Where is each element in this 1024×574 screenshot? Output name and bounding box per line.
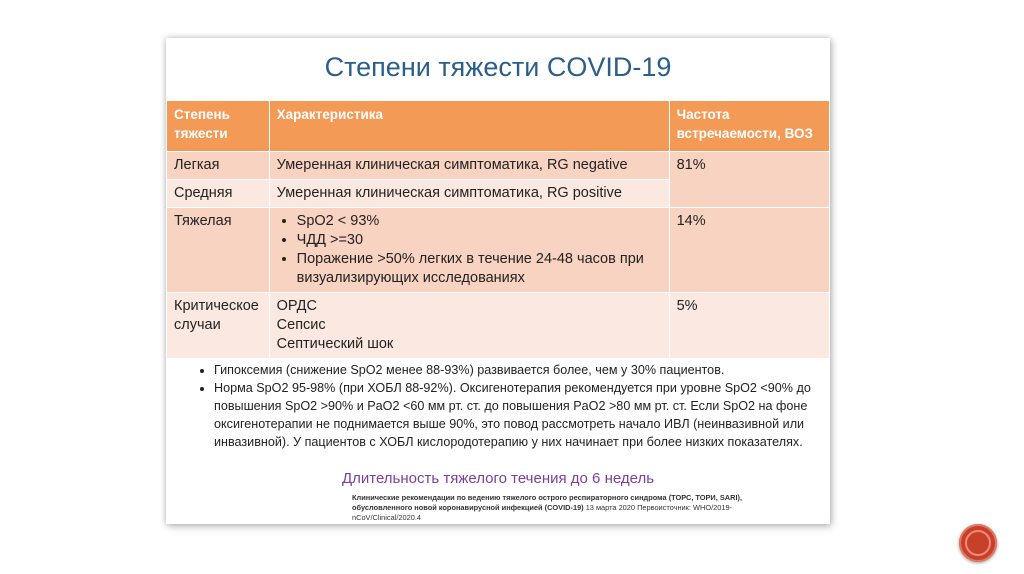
table-row [167, 208, 830, 293]
slide-title: Степени тяжести COVID-19 [324, 52, 672, 82]
characteristic-cell [269, 208, 669, 293]
characteristic-cell [269, 293, 669, 359]
duration-text: Длительность тяжелого течения до 6 недель [341, 470, 655, 487]
severity-table [166, 100, 830, 359]
header-degree: Степень тяжести [167, 101, 270, 152]
list-item: • ЧДД >=30 [297, 231, 662, 250]
list-item: • SpO2 < 93% [297, 212, 662, 231]
note-item: • Гипоксемия (снижение SpO2 менее 88-93%) развивается более, чем у 30% пациентов. [214, 361, 812, 379]
degree-cell: Тяжелая [167, 208, 270, 293]
line-item: ОРДС [276, 298, 317, 314]
characteristic-cell: Умеренная клиническая симптоматика, RG positive [269, 180, 669, 208]
degree-cell: Легкая [167, 152, 270, 180]
source-details: 13 марта 2020 Первоисточник: WHO/2019-nCoV/Clinical/2020.4 [352, 503, 733, 522]
degree-cell: Средняя [167, 180, 270, 208]
frequency-cell: 81% [669, 152, 829, 208]
criteria-list [277, 212, 662, 288]
table-row [167, 293, 830, 359]
list-item: • Поражение >50% легких в течение 24-48 часов при визуализирующих исследованиях [297, 250, 662, 288]
header-characteristic: Характеристика [269, 101, 669, 152]
degree-cell: Критическое случаи [167, 293, 270, 359]
table-header-row [167, 101, 830, 152]
line-item: Септический шок [276, 336, 394, 352]
slide [166, 38, 830, 524]
line-item: Сепсис [276, 317, 326, 333]
table-row [167, 152, 830, 180]
note-item: • Норма SpO2 95-98% (при ХОБЛ 88-92%). Оксигенотерапия рекомендуется при уровне SpO2 <90% до повышения SpO2 >90% и PaO2 <60 мм рт. ст. до повышения PaO2 >80 мм рт. ст. Если SpO2 на фоне оксигенотерапии не поднимается выше 90%, это повод рассмотреть начало ИВЛ (неинвазивной или инвазивной). У пациентов с ХОБЛ кислородотерапию у них начинает при более низких показателях. [214, 379, 812, 451]
source-citation [352, 493, 772, 523]
frequency-cell: 14% [669, 208, 829, 293]
header-frequency: Частота встречаемости, ВОЗ [669, 101, 829, 152]
circle-nav-icon[interactable] [959, 524, 997, 562]
frequency-cell: 5% [669, 293, 829, 359]
notes [200, 361, 812, 451]
nav-ring [965, 530, 991, 556]
characteristic-cell: Умеренная клиническая симптоматика, RG negative [269, 152, 669, 180]
source-title: Клинические рекомендации по ведению тяжелого острого респираторного синдрома (ТОРС, ТОРИ, SARI), обусловленного новой коронавирусной инфекцией (COVID-19) [352, 493, 743, 512]
